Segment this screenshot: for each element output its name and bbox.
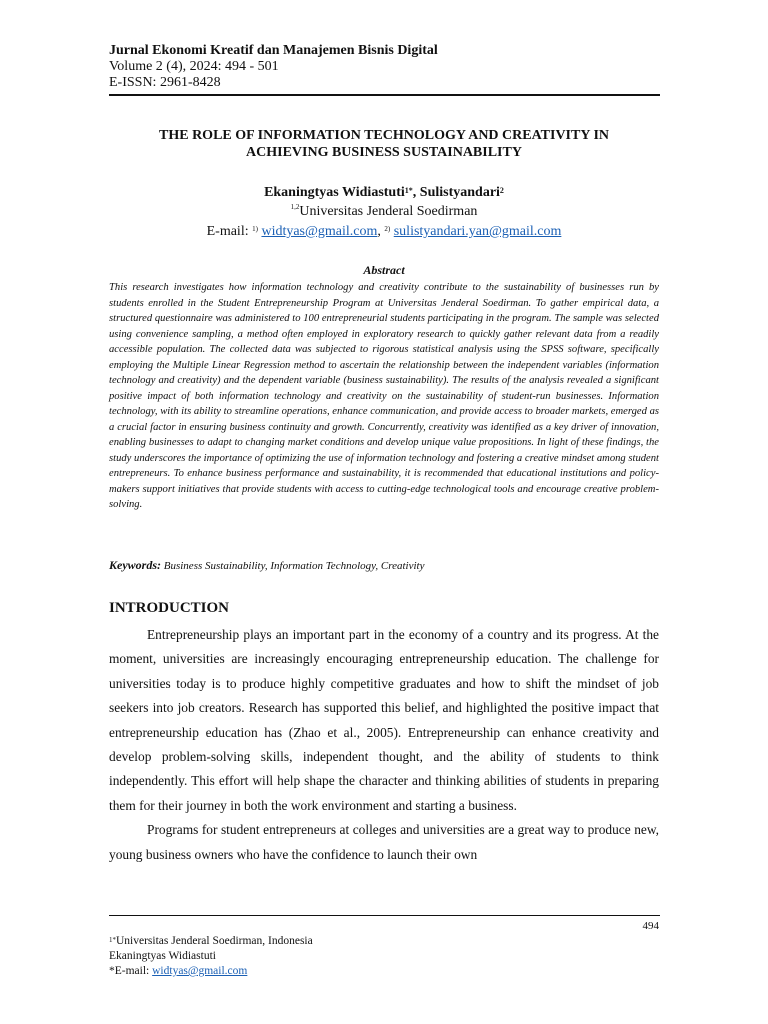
- email-superscript: 2): [384, 225, 391, 233]
- footnote-author: Ekaningtyas Widiastuti: [109, 950, 216, 962]
- email-separator: ,: [377, 224, 385, 239]
- affiliation: [109, 203, 659, 220]
- author-name: Ekaningtyas Widiastuti: [264, 185, 405, 200]
- footnote-superscript: 1*: [109, 936, 116, 944]
- author-separator: ,: [412, 185, 420, 200]
- body-paragraph: Programs for student entrepreneurs at colleges and universities are a great way to produce new, young business owners who have the confidence to launch their own: [109, 822, 659, 862]
- journal-volume: Volume 2 (4), 2024: 494 - 501: [109, 59, 279, 74]
- body-paragraph: Entrepreneurship plays an important part in the economy of a country and its progress. At the moment, universities are increasingly encouraging entrepreneurship education. The challenge for universities today is to produce highly competitive graduates and how to shift the mindset of job seekers into job creators. Research has supported this belief, and highlighted the positive impact that entrepreneurship education has (Zhao et al., 2005). Entrepreneurship can enhance creativity and develop problem-solving skills, independent thought, and the ability of students to think independently. This effort will help shape the character and thinking abilities of students in preparing them for their journey in both the work environment and starting a business.: [109, 627, 659, 813]
- email-superscript: 1): [252, 225, 258, 233]
- journal-issn: E-ISSN: 2961-8428: [109, 75, 221, 90]
- affiliation-superscript: 1,2: [290, 203, 300, 211]
- author-superscript: 2: [499, 186, 504, 195]
- footnote: [109, 934, 659, 979]
- author-list: [109, 184, 659, 201]
- author-superscript: 1*: [404, 186, 413, 195]
- email-link[interactable]: sulistyandari.yan@gmail.com: [393, 224, 562, 239]
- footer-divider: [109, 915, 660, 916]
- abstract-text: This research investigates how information technology and creativity contribute to the sustainability of businesses run by students enrolled in the Student Entrepreneurship Program at Universitas Jenderal Soedirman. To gather empirical data, a structured questionnaire was administered to 100 entrepreneurial students participating in the program. The sample was selected using convenience sampling, a method often employed in exploratory research to quickly gather relevant data from a readily accessible population. The collected data was subjected to rigorous statistical analysis using the SPSS software, specifically employing the Multiple Linear Regression method to ascertain the relationship between the independent variables (information technology and creativity) and the dependent variable (business sustainability). The results of the analysis revealed a significant positive impact of both information technology and creativity on the sustainability of student-run businesses. Information technology, with its ability to streamline operations, enhance communication, and provide access to broader markets, emerged as a crucial factor in ensuring business continuity and growth. Concurrently, creativity was identified as a key driver of innovation, enabling businesses to adapt to changing market conditions and develop unique value propositions. In light of these findings, the study underscores the importance of optimizing the use of information technology and fostering a creative mindset among student entrepreneurs. To enhance business performance and sustainability, it is recommended that educational institutions and policy-makers support initiatives that provide students with access to cutting-edge technological tools and encourage creative problem-solving.: [109, 282, 659, 510]
- paper-title: [109, 127, 659, 161]
- email-link[interactable]: widtyas@gmail.com: [261, 224, 378, 239]
- abstract-heading: Abstract: [363, 263, 405, 277]
- email-label: E-mail:: [206, 224, 253, 239]
- introduction-body: [109, 623, 659, 867]
- page-number: 494: [642, 920, 659, 932]
- header-divider: [109, 94, 660, 96]
- author-name: Sulistyandari: [419, 185, 500, 200]
- journal-name: Jurnal Ekonomi Kreatif dan Manajemen Bisnis Digital: [109, 43, 438, 58]
- journal-header: [109, 42, 659, 91]
- keywords: [109, 558, 659, 574]
- footnote-email: [109, 964, 659, 979]
- footnote-affiliation: [109, 934, 659, 949]
- paper-title-line2: ACHIEVING BUSINESS SUSTAINABILITY: [246, 145, 522, 160]
- footnote-affiliation-text: Universitas Jenderal Soedirman, Indonesia: [116, 935, 313, 947]
- section-heading: INTRODUCTION: [109, 600, 230, 616]
- footnote-email-label: *E-mail:: [109, 965, 153, 977]
- keywords-text: Business Sustainability, Information Technology, Creativity: [161, 560, 425, 572]
- affiliation-text: Universitas Jenderal Soedirman: [299, 204, 478, 219]
- footnote-email-link[interactable]: widtyas@gmail.com: [152, 965, 248, 977]
- paper-title-line1: THE ROLE OF INFORMATION TECHNOLOGY AND CREATIVITY IN: [159, 128, 609, 143]
- keywords-label: Keywords:: [109, 558, 161, 572]
- author-emails: [109, 223, 659, 240]
